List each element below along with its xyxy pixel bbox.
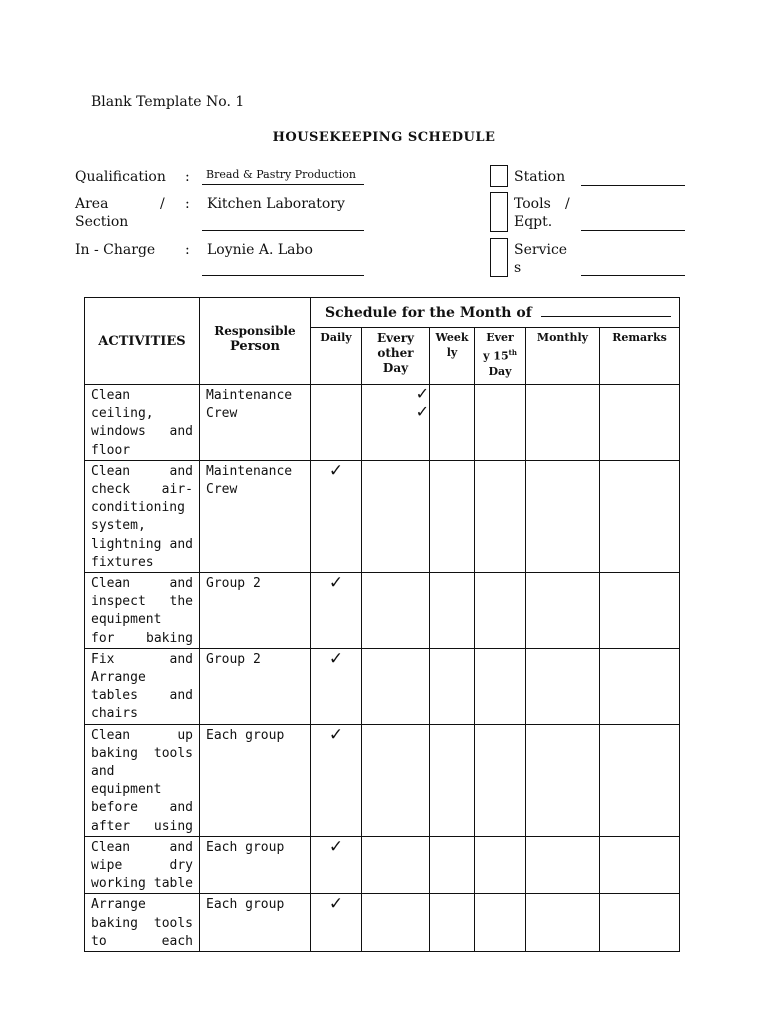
table-row [85,460,680,572]
every-other-day-cell [362,894,430,952]
qualification-label: Qualification [75,169,166,185]
activity-line: for baking [91,630,193,646]
table-row [85,573,680,649]
activity-line: inspect the [91,594,193,610]
every-15th-day-cell [475,724,526,836]
remarks-cell [600,724,680,836]
weekly-header [430,328,475,385]
eqpt-label: Eqpt. [514,214,553,230]
weekly-cell [430,894,475,952]
responsible-cell [200,724,311,836]
check-mark-icon: ✓ [415,402,429,421]
daily-cell [311,836,362,894]
weekly-cell [430,460,475,572]
daily-cell [311,385,362,461]
check-mark-icon: ✓ [328,724,344,745]
table-row [85,894,680,952]
colon: : [185,242,190,258]
every15-line1: Ever [486,331,514,344]
area-slash: / [160,196,165,212]
every-other-line3: Day [382,361,409,375]
activity-line: chairs [91,706,138,722]
activity-cell [85,648,200,724]
activity-line: equipment [91,782,162,798]
activity-line: wipe dry [91,858,193,874]
services-underline [581,275,685,276]
qualification-value: Bread & Pastry Production [206,168,356,181]
every-other-day-cell [362,573,430,649]
remarks-cell [600,836,680,894]
activity-line: Fix and [91,651,193,667]
every15-line3: Day [488,364,512,378]
activity-line: floor [91,442,131,458]
incharge-label: In - Charge [75,242,156,258]
tools-slash: / [565,196,570,212]
responsible-line: Each group [206,727,285,743]
weekly-cell [430,836,475,894]
every-15th-day-cell [475,460,526,572]
tools-label: Tools [514,196,551,212]
activity-line: before and [91,800,193,816]
activity-line: baking tools [91,915,193,931]
responsible-header-line1: Responsible [214,324,296,338]
activity-line: Arrange [91,897,146,913]
responsible-header-line2: Person [230,339,280,354]
every-15th-day-cell [475,648,526,724]
activity-cell [85,724,200,836]
every-other-day-cell [362,385,430,461]
schedule-month-header [311,298,680,328]
activity-line: equipment [91,612,162,628]
incharge-value: Loynie A. Labo [207,242,313,258]
responsible-line: Crew [206,406,238,422]
remarks-cell [600,894,680,952]
activity-line: windows and [91,424,193,440]
activity-cell [85,460,200,572]
page-title: HOUSEKEEPING SCHEDULE [272,130,496,145]
activity-cell [85,573,200,649]
every-other-day-cell [362,460,430,572]
weekly-cell [430,385,475,461]
activities-header: ACTIVITIES [85,298,200,385]
activity-line: Clean ceiling, [91,388,154,422]
weekly-line2: ly [446,346,458,359]
every-15th-day-header [475,328,526,385]
activity-line: baking tools [91,745,193,761]
check-mark-icon: ✓ [328,460,344,481]
monthly-cell [526,648,600,724]
responsible-line: Crew [206,482,238,498]
monthly-cell [526,573,600,649]
activity-line: Clean up [91,727,193,743]
remarks-cell [600,460,680,572]
remarks-cell [600,573,680,649]
every-other-day-cell [362,836,430,894]
activity-line: fixtures [91,554,154,570]
daily-cell [311,460,362,572]
activity-cell [85,836,200,894]
weekly-cell [430,573,475,649]
responsible-line: Maintenance [206,463,293,479]
monthly-cell [526,385,600,461]
check-mark-icon: ✓ [328,648,344,669]
activity-line: working table [91,876,193,892]
remarks-header: Remarks [600,328,680,385]
month-blank-line [541,316,671,317]
every15-sup: th [508,348,517,357]
remarks-cell [600,385,680,461]
service-label: Service [514,242,568,258]
activity-line: check air- [91,482,193,498]
daily-cell [311,648,362,724]
template-label: Blank Template No. 1 [91,94,245,110]
area-value: Kitchen Laboratory [207,196,345,212]
activity-line: lightning and [91,536,193,552]
section-label: Section [75,214,129,230]
station-label: Station [514,169,566,185]
schedule-table [84,297,680,952]
station-underline [581,185,685,186]
daily-cell [311,724,362,836]
check-mark-icon: ✓ [328,836,344,857]
activity-line: tables and [91,688,193,704]
check-mark-icon: ✓ [415,384,429,403]
every-other-line1: Every [376,331,415,345]
check-mark-icon: ✓ [328,894,344,915]
responsible-cell [200,460,311,572]
every15-text: y 15 [483,349,509,363]
activity-line: Arrange [91,670,146,686]
every-other-day-cell [362,648,430,724]
schedule-month-label: Schedule for the Month of [325,304,532,321]
responsible-line: Maintenance [206,388,293,403]
activity-line: after using [91,818,193,834]
table-row [85,385,680,461]
every-15th-day-cell [475,836,526,894]
weekly-cell [430,724,475,836]
activity-line: to each [91,933,193,949]
every-other-day-header [362,328,430,385]
responsible-header [200,298,311,385]
monthly-cell [526,724,600,836]
qualification-underline [202,184,364,185]
daily-cell [311,894,362,952]
daily-header: Daily [311,328,362,385]
every-other-day-cell [362,724,430,836]
remarks-cell [600,648,680,724]
tools-checkbox[interactable] [490,192,508,232]
activity-line: conditioning [91,500,185,516]
every15-line2 [475,345,525,364]
responsible-cell [200,894,311,952]
monthly-cell [526,894,600,952]
activity-line: Clean and [91,463,193,479]
weekly-cell [430,648,475,724]
incharge-underline [202,275,364,276]
area-label: Area [75,196,109,212]
monthly-cell [526,836,600,894]
services-checkbox[interactable] [490,238,508,277]
every-15th-day-cell [475,573,526,649]
weekly-line1: Week [435,331,469,344]
responsible-line: Group 2 [206,651,261,667]
monthly-cell [526,460,600,572]
responsible-cell [200,648,311,724]
every-other-line2: other [377,346,414,360]
service-label-2: s [514,260,522,276]
activity-line: Clean and [91,839,193,855]
responsible-cell [200,836,311,894]
activity-line: and [91,764,115,780]
table-row [85,724,680,836]
every-15th-day-cell [475,385,526,461]
tools-underline [581,230,685,231]
activity-line: Clean and [91,576,193,592]
colon: : [185,196,190,212]
responsible-cell [200,573,311,649]
responsible-line: Group 2 [206,576,261,592]
table-row [85,648,680,724]
activity-cell [85,894,200,952]
every-15th-day-cell [475,894,526,952]
responsible-cell [200,385,311,461]
daily-cell [311,573,362,649]
responsible-line: Each group [206,897,285,913]
area-underline [202,230,364,231]
activity-cell [85,385,200,461]
check-mark-icon: ✓ [328,573,344,594]
colon: : [185,169,190,185]
monthly-header: Monthly [526,328,600,385]
table-row [85,836,680,894]
activity-line: system, [91,518,146,534]
responsible-line: Each group [206,839,285,855]
station-checkbox[interactable] [490,165,508,187]
